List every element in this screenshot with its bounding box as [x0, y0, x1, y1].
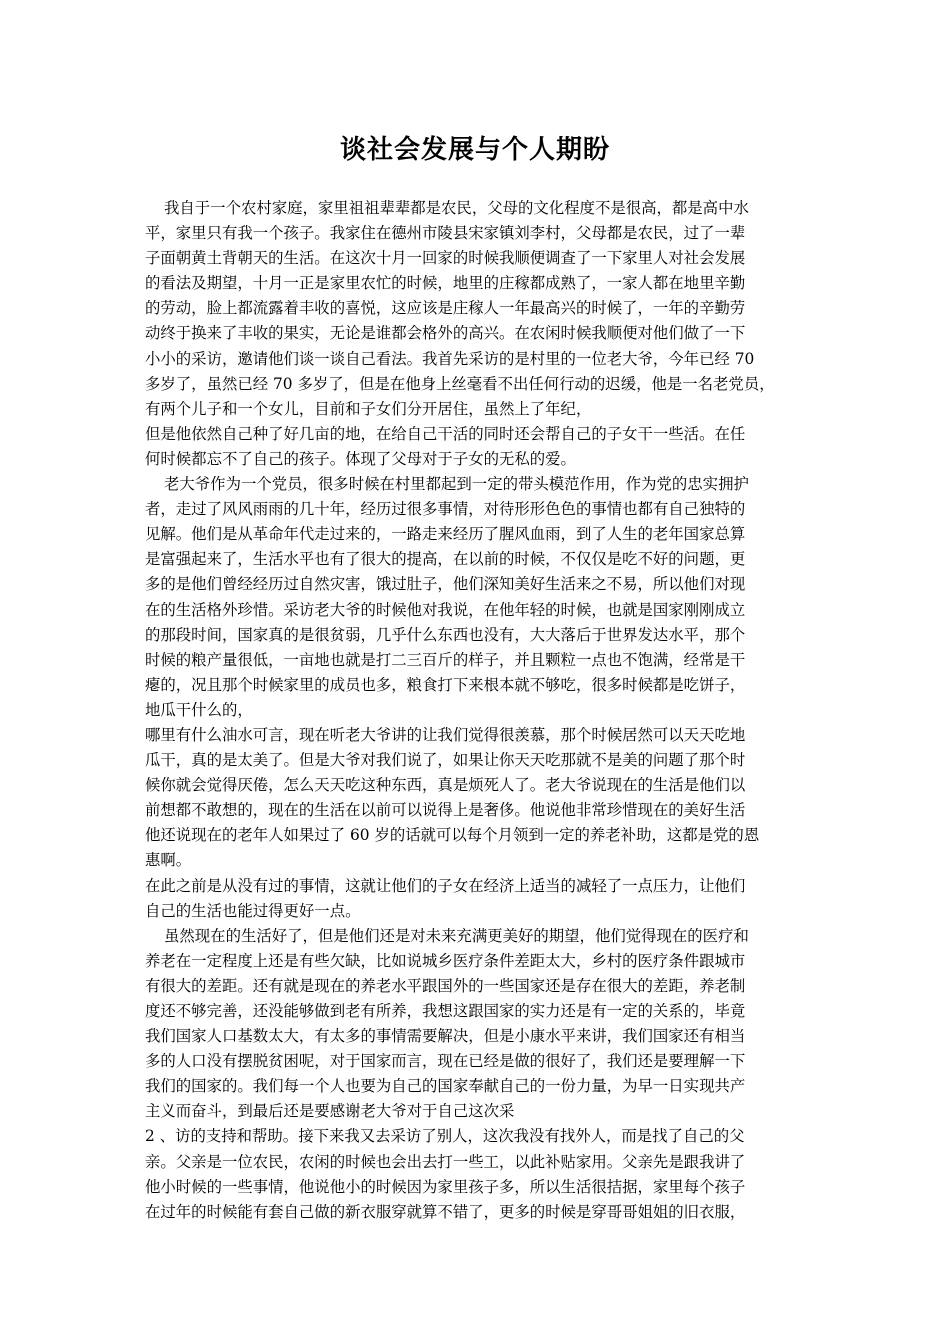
text-line: 2 、访的支持和帮助。接下来我又去采访了别人，这次我没有找外人，而是找了自己的父 — [145, 1127, 745, 1146]
text-line: 我们的国家的。我们每一个人也要为自己的国家奉献自己的一份力量，为早一日实现共产 — [145, 1077, 746, 1096]
text-line: 者，走过了风风雨雨的几十年，经历过很多事情，对待形形色色的事情也都有自己独特的 — [145, 500, 746, 519]
text-line: 养老在一定程度上还是有些欠缺，比如说城乡医疗条件差距太大，乡村的医疗条件跟城市 — [145, 951, 746, 970]
text-line: 是富强起来了，生活水平也有了很大的提高，在以前的时候，不仅仅是吃不好的问题，更 — [145, 550, 746, 569]
text-line: 的那段时间，国家真的是很贫弱，几乎什么东西也没有，大大落后于世界发达水平，那个 — [145, 625, 746, 644]
document-title: 谈社会发展与个人期盼 — [339, 135, 610, 165]
text-line: 的劳动，脸上都流露着丰收的喜悦，这应该是庄稼人一年最高兴的时候了，一年的辛勤劳 — [145, 299, 746, 318]
text-line: 平，家里只有我一个孩子。我家住在德州市陵县宋家镇刘李村，父母都是农民，过了一辈 — [145, 224, 746, 243]
text-line: 自己的生活也能过得更好一点。 — [145, 901, 361, 920]
text-line: 地瓜干什么的， — [145, 700, 253, 719]
text-line: 虽然现在的生活好了，但是他们还是对未来充满更美好的期望，他们觉得现在的医疗和 — [164, 926, 749, 945]
text-line: 多岁了，虽然已经 70 多岁了，但是在他身上丝毫看不出任何行动的迟缓，他是一名老党员， — [145, 374, 775, 393]
text-line: 子面朝黄土背朝天的生活。在这次十月一回家的时候我顺便调查了一下家里人对社会发展 — [145, 249, 746, 268]
text-line: 我自于一个农村家庭，家里祖祖辈辈都是农民，父母的文化程度不是很高，都是高中水 — [164, 199, 749, 217]
text-line: 主义而奋斗，到最后还是要感谢老大爷对于自己这次采 — [145, 1102, 515, 1121]
text-line: 惠啊。 — [145, 851, 192, 870]
text-line: 小小的采访，邀请他们谈一谈自己看法。我首先采访的是村里的一位老大爷，今年已经 70 — [145, 349, 755, 368]
text-line: 多的是他们曾经经历过自然灾害，饿过肚子，他们深知美好生活来之不易，所以他们对现 — [145, 575, 746, 594]
text-line: 我们国家人口基数太大，有太多的事情需要解决，但是小康水平来讲，我们国家还有相当 — [145, 1027, 746, 1046]
text-line: 前想都不敢想的，现在的生活在以前可以说得上是奢侈。他说他非常珍惜现在的美好生活 — [145, 801, 746, 820]
text-line: 动终于换来了丰收的果实，无论是谁都会格外的高兴。在农闲时候我顺便对他们做了一下 — [145, 324, 746, 343]
text-line: 老大爷作为一个党员，很多时候在村里都起到一定的带头模范作用，作为党的忠实拥护 — [164, 475, 749, 494]
text-line: 瘪的，况且那个时候家里的成员也多，粮食打下来根本就不够吃，很多时候都是吃饼子， — [145, 675, 746, 694]
text-line: 时候的粮产量很低，一亩地也就是打二三百斤的样子，并且颗粒一点也不饱满，经常是干 — [145, 650, 746, 669]
text-line: 瓜干，真的是太美了。但是大爷对我们说了，如果让你天天吃那就不是美的问题了那个时 — [145, 751, 746, 770]
text-line: 在的生活格外珍惜。采访老大爷的时候他对我说，在他年轻的时候，也就是国家刚刚成立 — [145, 600, 746, 619]
text-line: 亲。父亲是一位农民，农闲的时候也会出去打一些工，以此补贴家用。父亲先是跟我讲了 — [145, 1152, 746, 1171]
text-line: 的看法及期望，十月一正是家里农忙的时候，地里的庄稼都成熟了，一家人都在地里辛勤 — [145, 274, 746, 293]
text-line: 他小时候的一些事情，他说他小的时候因为家里孩子多，所以生活很拮据，家里每个孩子 — [145, 1177, 746, 1196]
text-line: 何时候都忘不了自己的孩子。体现了父母对于子女的无私的爱。 — [145, 449, 576, 468]
text-line: 但是他依然自己种了好几亩的地，在给自己干活的同时还会帮自己的子女干一些活。在任 — [145, 424, 746, 443]
text-line: 见解。他们是从革命年代走过来的，一路走来经历了腥风血雨，到了人生的老年国家总算 — [145, 525, 746, 544]
text-line: 在此之前是从没有过的事情，这就让他们的子女在经济上适当的减轻了一点压力，让他们 — [145, 876, 746, 895]
text-line: 哪里有什么油水可言，现在听老大爷讲的让我们觉得很羡慕，那个时候居然可以天天吃地 — [145, 725, 746, 744]
text-line: 候你就会觉得厌倦，怎么天天吃这种东西，真是烦死人了。老大爷说现在的生活是他们以 — [145, 776, 746, 795]
text-line: 度还不够完善，还没能够做到老有所养，我想这跟国家的实力还是有一定的关系的，毕竟 — [145, 1002, 746, 1020]
text-line: 他还说现在的老年人如果过了 60 岁的话就可以每个月领到一定的养老补助，这都是党的恩 — [145, 826, 760, 845]
text-line: 有两个儿子和一个女儿，目前和子女们分开居住，虽然上了年纪， — [145, 399, 592, 418]
text-line: 有很大的差距。还有就是现在的养老水平跟国外的一些国家还是存在很大的差距，养老制 — [145, 976, 746, 995]
document-body — [145, 196, 813, 1225]
text-line: 在过年的时候能有套自己做的新衣服穿就算不错了，更多的时候是穿哥哥姐姐的旧衣服， — [145, 1202, 746, 1221]
text-line: 多的人口没有摆脱贫困呢，对于国家而言，现在已经是做的很好了，我们还是要理解一下 — [145, 1052, 746, 1071]
